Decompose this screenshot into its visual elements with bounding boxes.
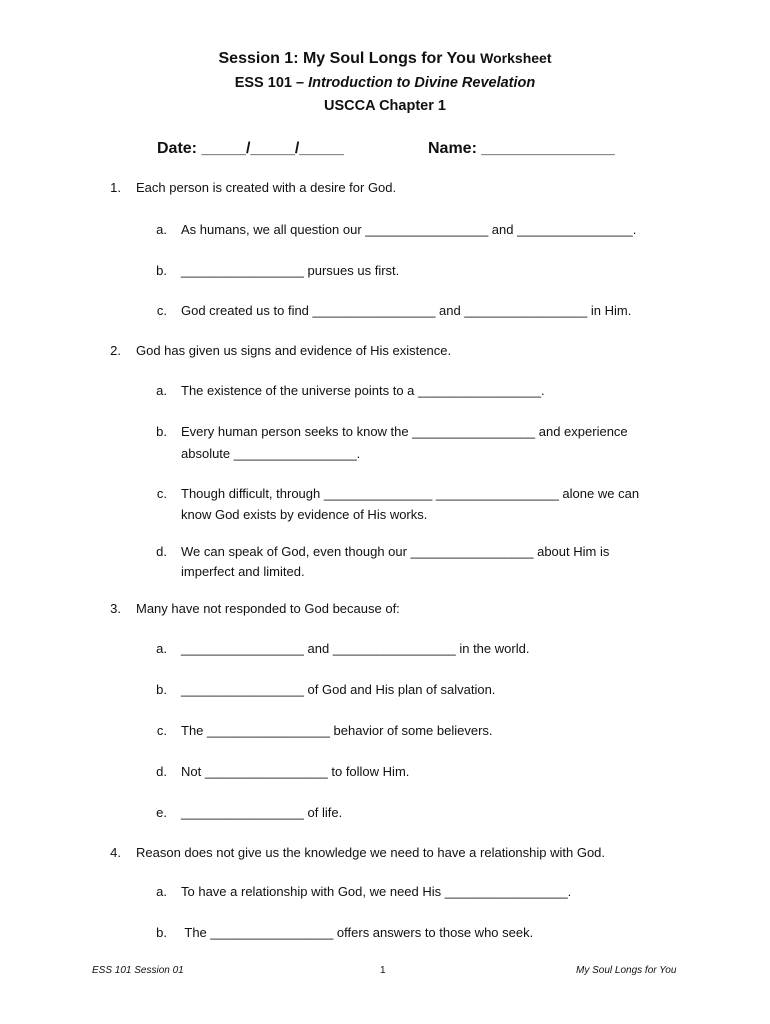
sub-text: Every human person seeks to know the _________________ and experience [181,424,628,439]
page-number: 1 [380,965,386,976]
footer-left: ESS 101 Session 01 [92,965,184,976]
sub-text: God created us to find _________________ and _________________ in Him. [181,303,632,318]
course-name: Introduction to Divine Revelation [308,75,536,91]
course-code: ESS 101 – [234,75,309,91]
name-field: Name: _______________ [428,140,615,157]
sub-letter: b. [156,263,167,278]
sub-letter: d. [156,544,167,559]
footer-right: My Soul Longs for You [576,965,677,976]
sub-letter: c. [156,723,167,738]
item-text: Reason does not give us the knowledge we need to have a relationship with God. [136,845,606,860]
sub-letter: e. [156,805,167,820]
item-number: 2. [110,343,121,358]
sub-letter: d. [156,764,167,779]
sub-text: We can speak of God, even though our _________________ about Him is [181,544,610,559]
sub-letter: b. [156,424,167,439]
sub-letter: a. [156,383,167,398]
sub-letter: b. [156,925,167,940]
sub-text: Though difficult, through _______________ _________________ alone we can [181,486,640,501]
sub-text-continued: absolute _________________. [181,446,361,461]
sub-text: The existence of the universe points to a _________________. [181,383,545,398]
sub-text-continued: know God exists by evidence of His works. [181,507,428,522]
sub-text-continued: imperfect and limited. [181,564,305,579]
item-number: 1. [110,180,121,195]
sub-text: The _________________ offers answers to those who seek. [181,925,534,940]
sub-letter: a. [156,641,167,656]
sub-text: As humans, we all question our _________________ and ________________. [181,222,637,237]
title-main: Session 1: My Soul Longs for You [218,50,481,67]
sub-text: _________________ pursues us first. [181,263,400,278]
item-text: Each person is created with a desire for God. [136,180,397,195]
sub-text: _________________ and _________________ in the world. [181,641,530,656]
sub-text: To have a relationship with God, we need His _________________. [181,884,572,899]
sub-letter: a. [156,884,167,899]
date-field: Date: _____/_____/_____ [157,140,344,157]
chapter-line: USCCA Chapter 1 [324,98,446,114]
sub-letter: c. [156,486,167,501]
course-line [0,75,770,91]
sub-text: Not _________________ to follow Him. [181,764,410,779]
sub-text: The _________________ behavior of some believers. [181,723,493,738]
sub-text: _________________ of God and His plan of salvation. [181,682,496,697]
item-number: 3. [110,601,121,616]
item-number: 4. [110,845,121,860]
sub-letter: c. [156,303,167,318]
sub-text: _________________ of life. [181,805,343,820]
item-text: Many have not responded to God because of: [136,601,400,616]
sub-letter: a. [156,222,167,237]
sub-letter: b. [156,682,167,697]
title-suffix: Worksheet [480,50,552,66]
item-text: God has given us signs and evidence of His existence. [136,343,452,358]
worksheet-title [0,50,770,68]
